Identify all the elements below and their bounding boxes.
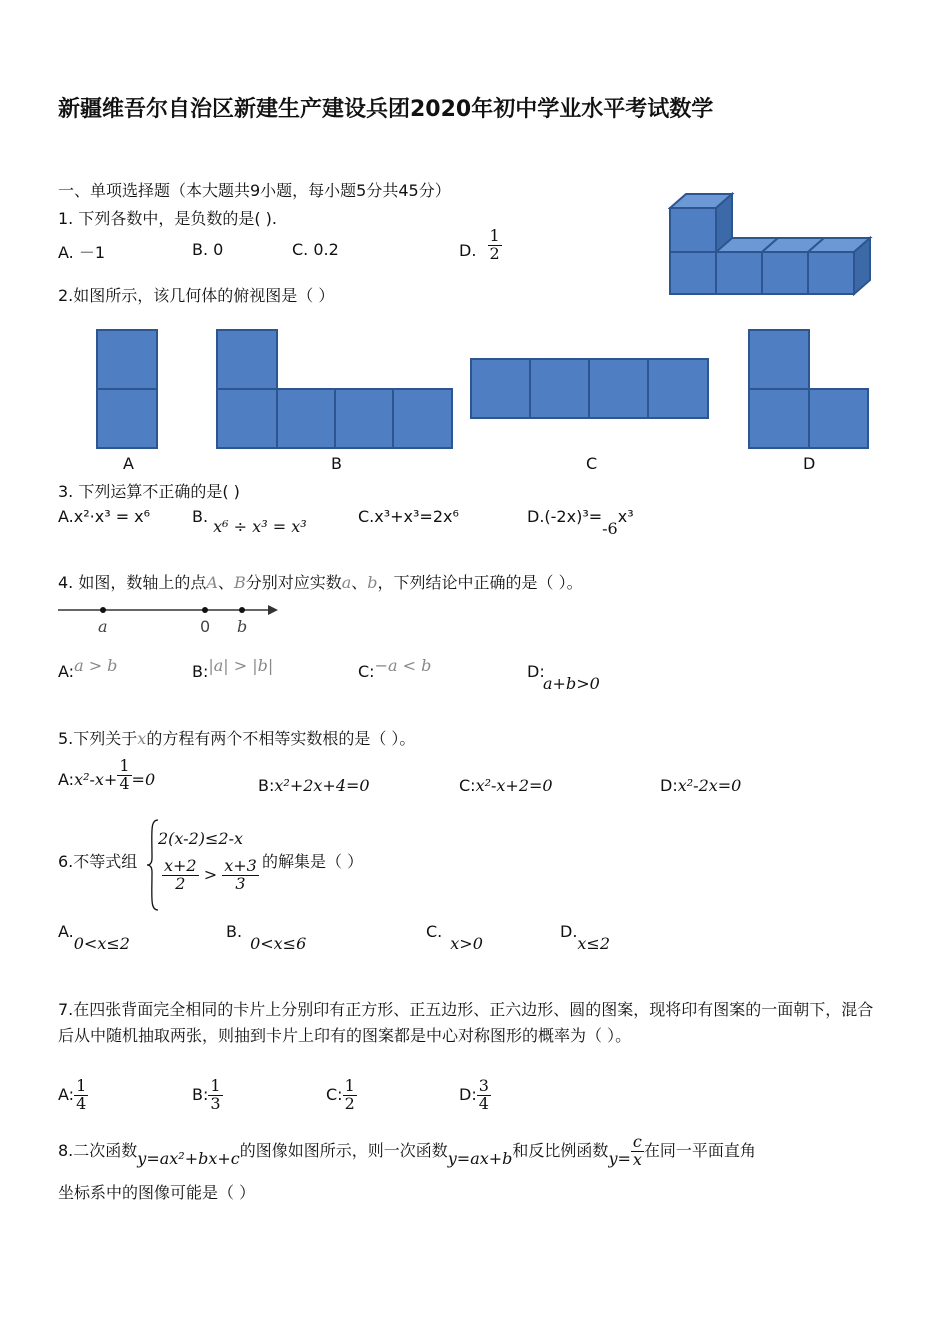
section-heading: 一、单项选择题（本大题共9小题，每小题5分共45分） [58,181,451,200]
q7-option-c: C: $\frac{1}{2}$ [326,1076,355,1113]
q4-option-d: D: [527,662,545,681]
number-line [56,598,286,642]
q2-label-a: A [123,454,134,473]
q2-stem: 2.如图所示，该几何体的俯视图是（ ） [58,286,335,305]
q6-option-b: B.0<x≤6 [226,922,307,953]
axis-label-zero: 0 [200,617,211,636]
q7-option-a: A: $\frac{1}{4}$ [58,1076,87,1113]
q3-option-c: C.x³+x³=2x⁶ [358,507,459,526]
q6-inequality-2: $\frac{x+2}{2}$ > $\frac{x+3}{3}$ [164,856,257,893]
q5-option-a: A:x²-x+ $\frac{1}{4}$ =0 [58,756,156,793]
q7-option-b: B: $\frac{1}{3}$ [192,1076,221,1113]
q2-label-b: B [331,454,342,473]
q6-stem-post: 的解集是（ ） [262,852,364,871]
q3-option-d: D.(-2x)³=-6x³ [527,507,634,538]
q4-option-a: A:a > b [58,656,118,681]
q1-option-a: A. －1 [58,243,106,262]
q1-option-b: B. 0 [192,240,224,259]
q6-inequality-1: 2(x-2)≤2-x [158,829,244,848]
q6-stem-pre: 6.不等式组 [58,852,138,871]
q5-option-b: B:x²+2x+4=0 [258,776,370,795]
q4-option-d-expr: a+b>0 [543,674,600,693]
q2-label-c: C [586,454,598,473]
q7-stem: 7.在四张背面完全相同的卡片上分别印有正方形、正五边形、正六边形、圆的图案，现将印有图案的一面朝下，混合后从中随机抽取两张，则抽到卡片上印有的图案都是中心对称图形的概率为（ ）。 [58,1000,874,1045]
q6-option-d: D.x≤2 [560,922,611,953]
q1-option-c: C. 0.2 [292,240,339,259]
q2-label-d: D [803,454,816,473]
q6-option-c: C.x>0 [426,922,483,953]
q5-stem: 5.下列关于x的方程有两个不相等实数根的是（ ）。 [58,729,416,748]
q7-option-d: D: $\frac{3}{4}$ [459,1076,489,1113]
axis-label-b: b [237,617,248,636]
q3-stem: 3. 下列运算不正确的是( ) [58,482,240,501]
q6-option-a: A.0<x≤2 [58,922,130,953]
q4-option-c: C:−a < b [358,656,432,681]
3d-solid-figure [668,192,878,302]
q1-option-d: D. $\frac{1}{2}$ [459,226,500,263]
q3-option-a: A.x²·x³ = x⁶ [58,507,151,526]
axis-label-a: a [98,617,108,636]
page-title: 新疆维吾尔自治区新建生产建设兵团2020年初中学业水平考试数学 [58,97,714,122]
q8-stem-line2: 坐标系中的图像可能是（ ） [58,1183,256,1202]
q4-option-b: B:|a| > |b| [192,656,274,681]
q4-stem: 4. 如图，数轴上的点A、B分别对应实数a、b，下列结论中正确的是（ ）。 [58,573,583,592]
q3-option-b: B. x⁶ ÷ x³ = x³ [192,507,307,536]
q5-option-c: C:x²-x+2=0 [459,776,553,795]
q5-option-d: D:x²-2x=0 [660,776,742,795]
q1-stem: 1. 下列各数中，是负数的是( ). [58,209,278,228]
q8-stem: 8.二次函数y=ax²+bx+c的图像如图所示，则一次函数y=ax+b和反比例函数y= $\frac{c}{x}$ 在同一平面直角 [58,1132,756,1169]
